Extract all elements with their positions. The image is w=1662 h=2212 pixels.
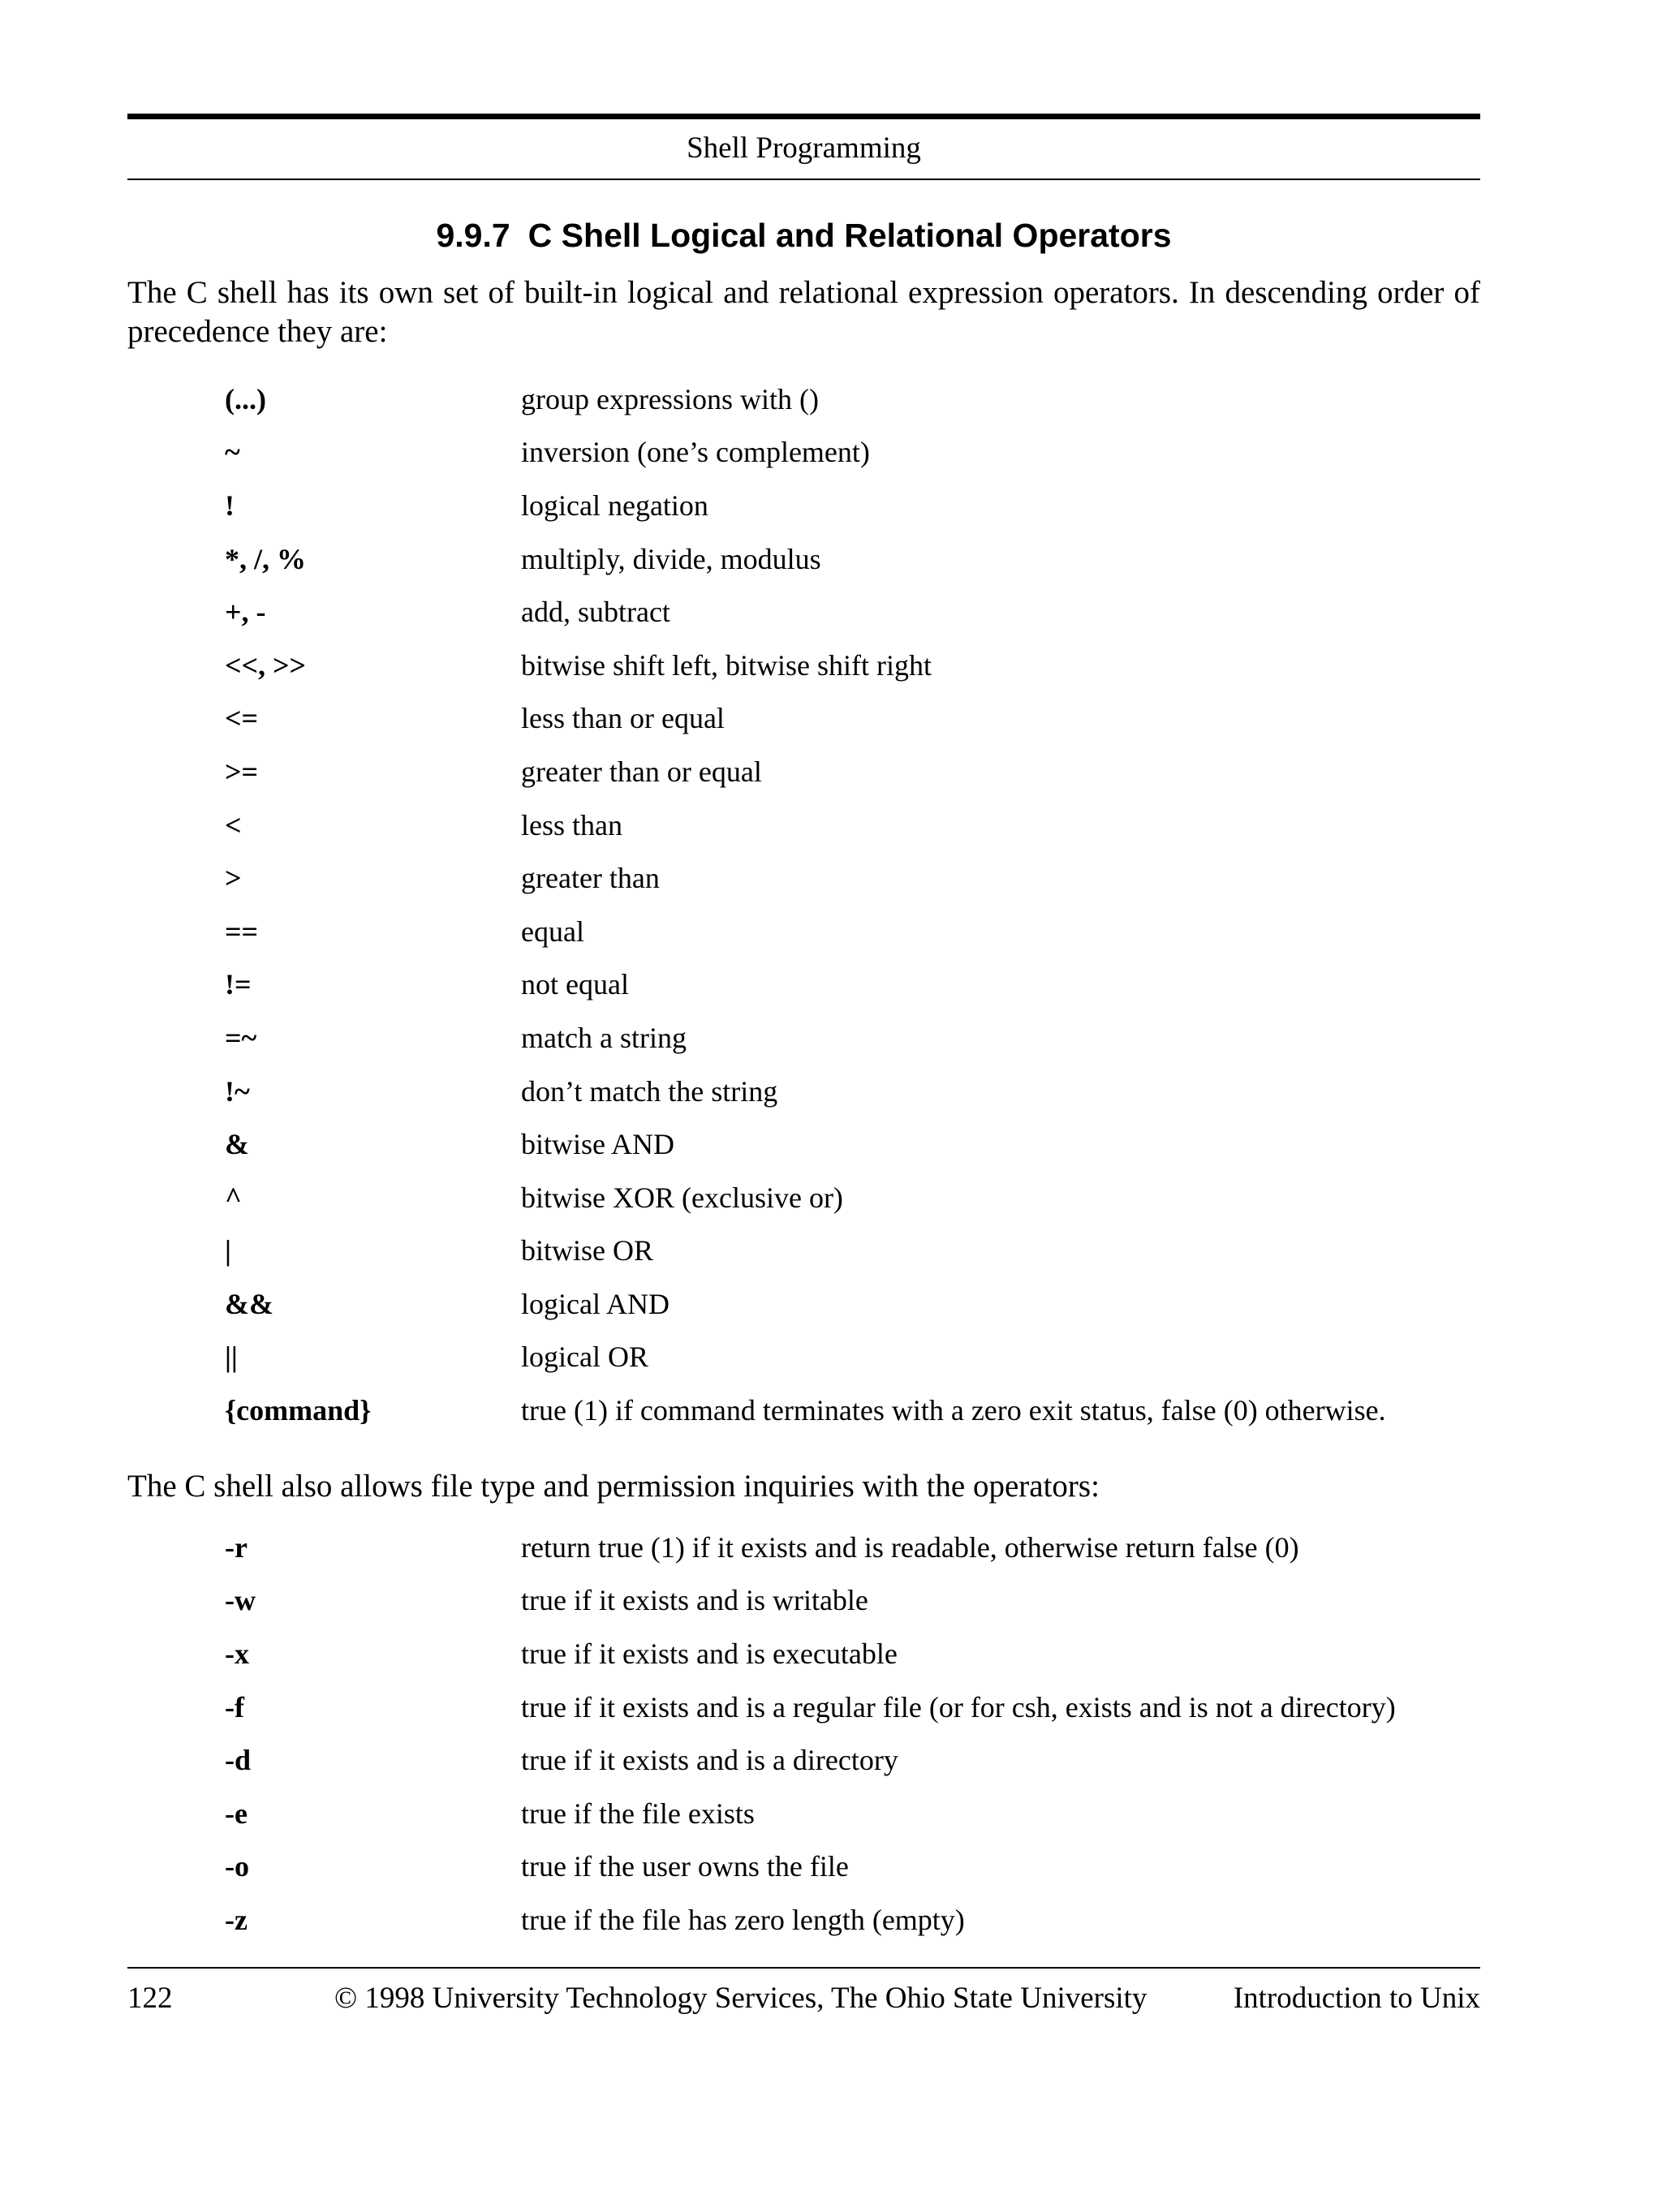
operator-row [225,372,1480,426]
operator-description: less than [521,808,622,841]
section-number: 9.9.7 [436,217,510,254]
operator-description: logical AND [521,1287,670,1320]
operator-symbol: =~ [225,1021,257,1054]
operator-symbol: -w [225,1584,256,1617]
operator-description: return true (1) if it exists and is readable, otherwise return false (0) [521,1530,1299,1564]
operator-description: true if the file has zero length (empty) [521,1903,965,1936]
operator-symbol: ~ [225,436,240,469]
page-number: 122 [127,1982,173,2015]
operator-symbol: (...) [225,382,266,415]
operator-symbol: && [225,1287,273,1320]
operator-row [225,692,1480,746]
operator-symbol: +, - [225,596,266,629]
operator-symbol: == [225,914,259,948]
operator-row [225,1011,1480,1065]
operator-symbol: | [225,1234,231,1267]
operator-row [225,958,1480,1012]
operator-symbol: -r [225,1530,248,1564]
operator-symbol: != [225,968,252,1001]
operator-description: true if it exists and is writable [521,1584,868,1617]
running-header: Shell Programming [687,131,921,165]
operator-symbol: > [225,862,242,895]
operator-description: bitwise shift left, bitwise shift right [521,648,932,682]
operator-description: don’t match the string [521,1074,778,1108]
operator-row [225,1224,1480,1278]
operator-symbol: & [225,1128,249,1161]
operator-symbol: ! [225,488,235,522]
operator-row [225,1574,1480,1628]
operator-row [225,1733,1480,1787]
operator-symbol: -z [225,1903,248,1936]
operator-row [225,851,1480,905]
operator-description: greater than [521,862,660,895]
operator-description: true if it exists and is a regular file (or for csh, exists and is not a directory) [521,1690,1396,1724]
top-rule [127,114,1480,119]
operator-description: bitwise AND [521,1128,674,1161]
file-operators-intro: The C shell also allows file type and permission inquiries with the operators: [127,1469,1100,1504]
operator-row [225,905,1480,958]
operator-symbol: -e [225,1797,248,1830]
operator-description: match a string [521,1021,687,1054]
operator-row [225,479,1480,532]
operator-description: logical OR [521,1341,648,1374]
operator-row [225,1627,1480,1681]
operator-row [225,1171,1480,1224]
operator-row [225,798,1480,852]
operator-symbol: !~ [225,1074,250,1108]
operator-description: inversion (one’s complement) [521,436,870,469]
operator-description: group expressions with () [521,382,819,415]
operator-row [225,585,1480,639]
operator-symbol: *, /, % [225,542,307,575]
page-footer [127,1978,1480,2019]
operator-symbol: {command} [225,1394,372,1427]
copyright-notice: © 1998 University Technology Services, The Ohio State University [334,1982,1147,2015]
operator-symbol: -f [225,1690,244,1724]
header-rule [127,179,1480,180]
operator-description: true if the user owns the file [521,1850,849,1883]
operator-row [225,1384,1480,1437]
operator-row [225,1331,1480,1384]
operator-row [225,1840,1480,1894]
operator-description: equal [521,914,584,948]
section-heading [127,213,1480,258]
operator-row [225,1893,1480,1947]
operator-description: bitwise XOR (exclusive or) [521,1181,843,1214]
operator-description: true if it exists and is a directory [521,1744,898,1777]
operator-row [225,532,1480,586]
operator-row [225,639,1480,692]
section-title: C Shell Logical and Relational Operators [527,217,1172,254]
operator-row [225,1681,1480,1734]
operator-description: not equal [521,968,629,1001]
file-operator-table [225,1521,1480,1947]
operator-description: logical negation [521,488,708,522]
operator-row [225,1117,1480,1171]
operator-description: true if it exists and is executable [521,1637,898,1670]
operator-symbol: >= [225,755,259,788]
operator-description: greater than or equal [521,755,762,788]
operator-row [225,1521,1480,1574]
footer-rule [127,1967,1480,1969]
operator-symbol: ^ [225,1181,242,1214]
operator-symbol: <= [225,702,259,735]
precedence-operator-table [225,372,1480,1437]
operator-symbol: -o [225,1850,249,1883]
operator-row [225,426,1480,480]
operator-row [225,1065,1480,1118]
operator-row [225,1787,1480,1840]
intro-paragraph: The C shell has its own set of built-in logical and relational expression operators. In descending order of precedence they are: [127,275,1480,349]
operator-row [225,745,1480,798]
operator-description: bitwise OR [521,1234,654,1267]
operator-symbol: <<, >> [225,648,307,682]
operator-description: add, subtract [521,596,670,629]
operator-symbol: || [225,1341,238,1374]
operator-description: multiply, divide, modulus [521,542,821,575]
operator-symbol: -x [225,1637,249,1670]
operator-symbol: < [225,808,242,841]
operator-row [225,1277,1480,1331]
operator-description: true (1) if command terminates with a zero exit status, false (0) otherwise. [521,1394,1386,1427]
operator-description: true if the file exists [521,1797,755,1830]
book-title: Introduction to Unix [1233,1982,1480,2015]
operator-symbol: -d [225,1744,252,1777]
operator-description: less than or equal [521,702,725,735]
